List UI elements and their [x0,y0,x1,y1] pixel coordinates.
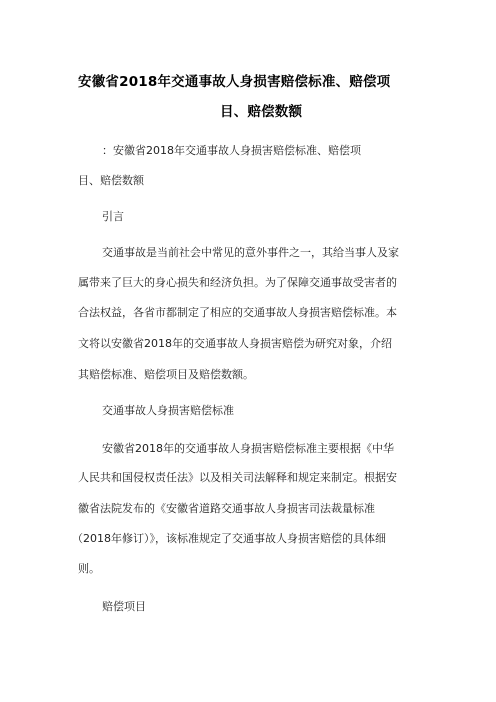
standard-heading: 交通事故人身损害赔偿标准 [102,404,234,417]
intro-paragraph-line: 属带来了巨大的身心损失和经济负担。为了保障交通事故受害者的 [78,276,397,289]
intro-paragraph-line: 其赔偿标准、赔偿项目及赔偿数额。 [78,368,254,381]
intro-paragraph-line: 交通事故是当前社会中常见的意外事件之一，其给当事人及家 [102,246,399,259]
standard-paragraph-line: 人民共和国侵权责任法》以及相关司法解释和规定来制定。根据安 [78,471,397,484]
document-title-line-2: 目、赔偿数额 [220,104,303,120]
subtitle-line-2: 目、赔偿数额 [78,174,144,187]
standard-paragraph-line: 安徽省2018年的交通事故人身损害赔偿标准主要根据《中华 [102,442,394,455]
standard-paragraph-line: 则。 [78,562,100,575]
intro-paragraph-line: 文将以安徽省2018年的交通事故人身损害赔偿为研究对象，介绍 [78,337,392,350]
intro-heading: 引言 [102,210,124,223]
standard-paragraph-line: 徽省法院发布的《安徽省道路交通事故人身损害司法裁量标准 [78,502,375,515]
items-heading: 赔偿项目 [102,600,146,613]
intro-paragraph-line: 合法权益，各省市都制定了相应的交通事故人身损害赔偿标准。本 [78,306,397,319]
standard-paragraph-line: （2018年修订）》，该标准规定了交通事故人身损害赔偿的具体细 [72,532,386,545]
subtitle-line-1: ：安徽省2018年交通事故人身损害赔偿标准、赔偿项 [102,144,361,157]
document-title-line-1: 安徽省2018年交通事故人身损害赔偿标准、赔偿项 [78,74,391,90]
